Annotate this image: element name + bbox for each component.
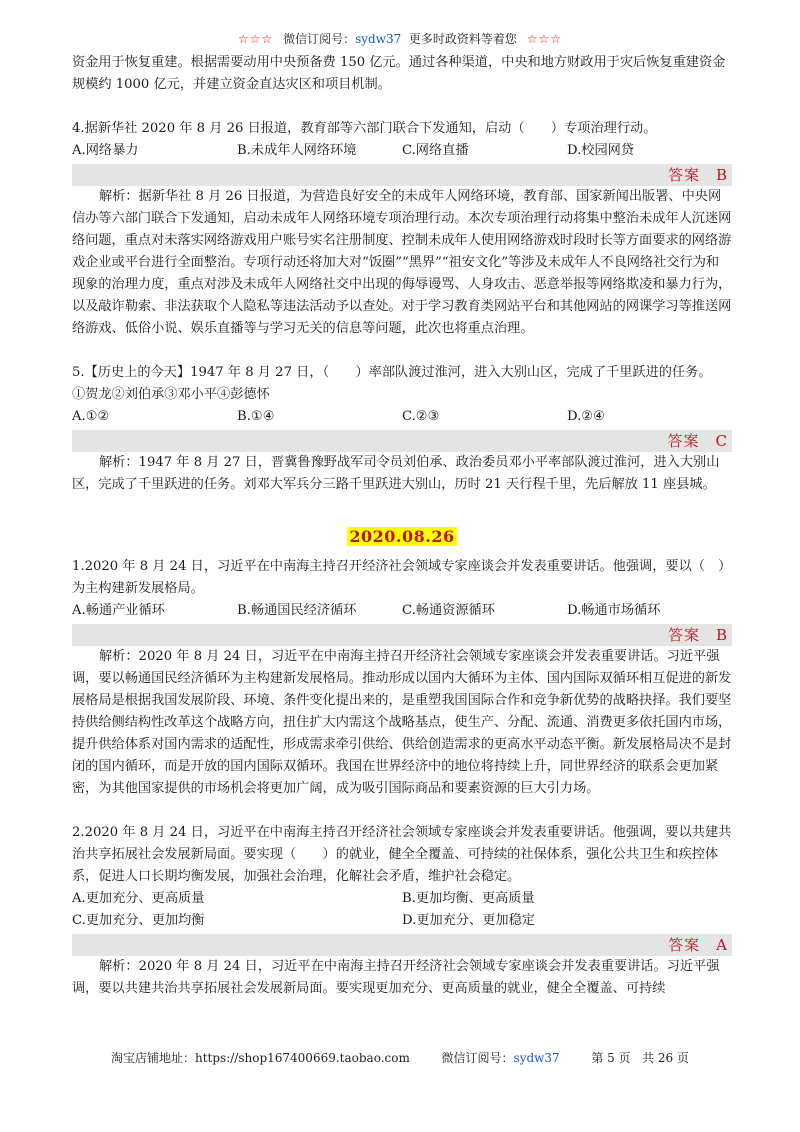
footer-account-id: sydw37 xyxy=(513,1051,560,1065)
option-b: B.①④ xyxy=(237,409,275,424)
option-c: C.畅通资源循环 xyxy=(402,603,495,618)
option-a: A.网络暴力 xyxy=(72,143,139,158)
question-5-text: 5.【历史上的今天】1947 年 8 月 27 日，（ ）率部队渡过淮河，进入大别山区，完成了千里跃进的任务。 xyxy=(72,365,712,380)
question-5-options xyxy=(72,406,732,428)
question-2-answer: 答案 A xyxy=(72,934,732,956)
header-account-id: sydw37 xyxy=(355,32,402,46)
page-header xyxy=(0,30,800,47)
page-footer xyxy=(0,1049,800,1066)
option-a: A.畅通产业循环 xyxy=(72,603,165,618)
question-1-options xyxy=(72,600,732,622)
question-4-options xyxy=(72,140,732,162)
question-1-analysis: 解析：2020 年 8 月 24 日，习近平在中南海主持召开经济社会领域专家座谈会并发表重要讲话。习近平强调，要以畅通国民经济循环为主构建新发展格局。推动形成以国内大循环为主体、国内国际双循环相互促进的新发展格局是根据我国发展阶段、环境、条件变化提出来的，是重塑我国国际合作和竞争新优势的战略抉择。我们要坚持供给侧结构性改革这个战略方向，扭住扩大内需这个战略基点，使生产、分配、流通、消费更多依托国内市场，提升供给体系对国内需求的适配性，形成需求牵引供给、供给创造需求的更高水平动态平衡。新发展格局决不是封闭的国内循环，而是开放的国内国际双循环。我国在世界经济中的地位将持续上升，同世界经济的联系会更加紧密，为其他国家提供的市场机会将更加广阔，成为吸引国际商品和要素资源的巨大引力场。 xyxy=(72,649,732,796)
option-c: C.更加充分、更加均衡 xyxy=(72,913,205,928)
option-a: A.更加充分、更高质量 xyxy=(72,891,205,906)
question-4 xyxy=(72,118,732,340)
option-a: A.①② xyxy=(72,409,110,424)
option-d: D.畅通市场循环 xyxy=(567,603,661,618)
option-b: B.畅通国民经济循环 xyxy=(237,603,357,618)
question-1 xyxy=(72,556,732,800)
footer-account-label: 微信订阅号： xyxy=(441,1051,514,1065)
option-b: B.更加均衡、更高质量 xyxy=(402,891,535,906)
option-d: D.校园网贷 xyxy=(567,143,635,158)
footer-shop-link[interactable]: 淘宝店铺地址：https://shop167400669.taobao.com xyxy=(111,1051,410,1065)
question-4-text: 4.据新华社 2020 年 8 月 26 日报道，教育部等六部门联合下发通知，启动（ ）专项治理行动。 xyxy=(72,121,657,136)
question-2 xyxy=(72,822,732,1000)
page-total: 共 26 页 xyxy=(642,1051,689,1065)
page-content xyxy=(72,52,732,1000)
header-tagline: 更多时政资料等着您 xyxy=(408,32,517,46)
header-account-label: 微信订阅号： xyxy=(283,32,356,46)
option-c: C.②③ xyxy=(402,409,440,424)
stars-left: ☆☆☆ xyxy=(237,32,274,46)
question-4-analysis: 解析：据新华社 8 月 26 日报道，为营造良好安全的未成年人网络环境，教育部、国家新闻出版署、中央网信办等六部门联合下发通知，启动未成年人网络环境专项治理行动。本次专项治理行动将集中整治未成年人沉迷网络问题，重点对未落实网络游戏用户账号实名注册制度、控制未成年人使用网络游戏时段时长等方面要求的网络游戏企业或平台进行全面整治。专项行动还将加大对“饭圈”“黑界”“祖安文化”等涉及未成年人不良网络社交行为和现象的治理力度，重点对涉及未成年人网络社交中出现的侮辱谩骂、人身攻击、恶意举报等网络欺凌和暴力行为，以及敲诈勒索、非法获取个人隐私等违法活动予以查处。对于学习教育类网站平台和其他网站的网课学习等推送网络游戏、低俗小说、娱乐直播等与学习无关的信息等问题，此次也将重点治理。 xyxy=(72,189,732,336)
question-2-text: 2.2020 年 8 月 24 日，习近平在中南海主持召开经济社会领域专家座谈会并发表重要讲话。他强调，要以共建共治共享拓展社会发展新局面。要实现（ ）的就业，健全全覆盖、可持续的社保体系，强化公共卫生和疾控体系，促进人口长期均衡发展，加强社会治理，化解社会矛盾，维护社会稳定。 xyxy=(72,825,732,884)
question-5 xyxy=(72,362,732,496)
question-1-text: 1.2020 年 8 月 24 日，习近平在中南海主持召开经济社会领域专家座谈会并发表重要讲话。他强调，要以（ ）为主构建新发展格局。 xyxy=(72,559,732,596)
option-d: D.②④ xyxy=(567,409,605,424)
question-4-answer: 答案 B xyxy=(72,164,732,186)
option-b: B.未成年人网络环境 xyxy=(237,143,357,158)
question-5-answer: 答案 C xyxy=(72,430,732,452)
question-5-analysis: 解析：1947 年 8 月 27 日，晋冀鲁豫野战军司令员刘伯承、政治委员邓小平率部队渡过淮河，进入大别山区，完成了千里跃进的任务。刘邓大军兵分三路千里跃进大别山，历时 21 天行程千里，先后解放 11 座县城。 xyxy=(72,455,720,492)
stars-right: ☆☆☆ xyxy=(526,32,563,46)
option-c: C.网络直播 xyxy=(402,143,469,158)
option-d: D.更加充分、更加稳定 xyxy=(402,913,535,928)
date-heading: 2020.08.26 xyxy=(349,527,455,546)
question-2-options xyxy=(72,888,732,932)
intro-paragraph: 资金用于恢复重建。根据需要动用中央预备费 150 亿元。通过各种渠道，中央和地方财政用于灾后恢复重建资金规模约 1000 亿元，并建立资金直达灾区和项目机制。 xyxy=(72,55,726,92)
page-number: 第 5 页 xyxy=(591,1051,631,1065)
question-1-answer: 答案 B xyxy=(72,624,732,646)
question-2-analysis: 解析：2020 年 8 月 24 日，习近平在中南海主持召开经济社会领域专家座谈会并发表重要讲话。习近平强调，要以共建共治共享拓展社会发展新局面。要实现更加充分、更高质量的就业，健全全覆盖、可持续 xyxy=(72,959,720,996)
question-5-items: ①贺龙②刘伯承③邓小平④彭德怀 xyxy=(72,387,270,402)
